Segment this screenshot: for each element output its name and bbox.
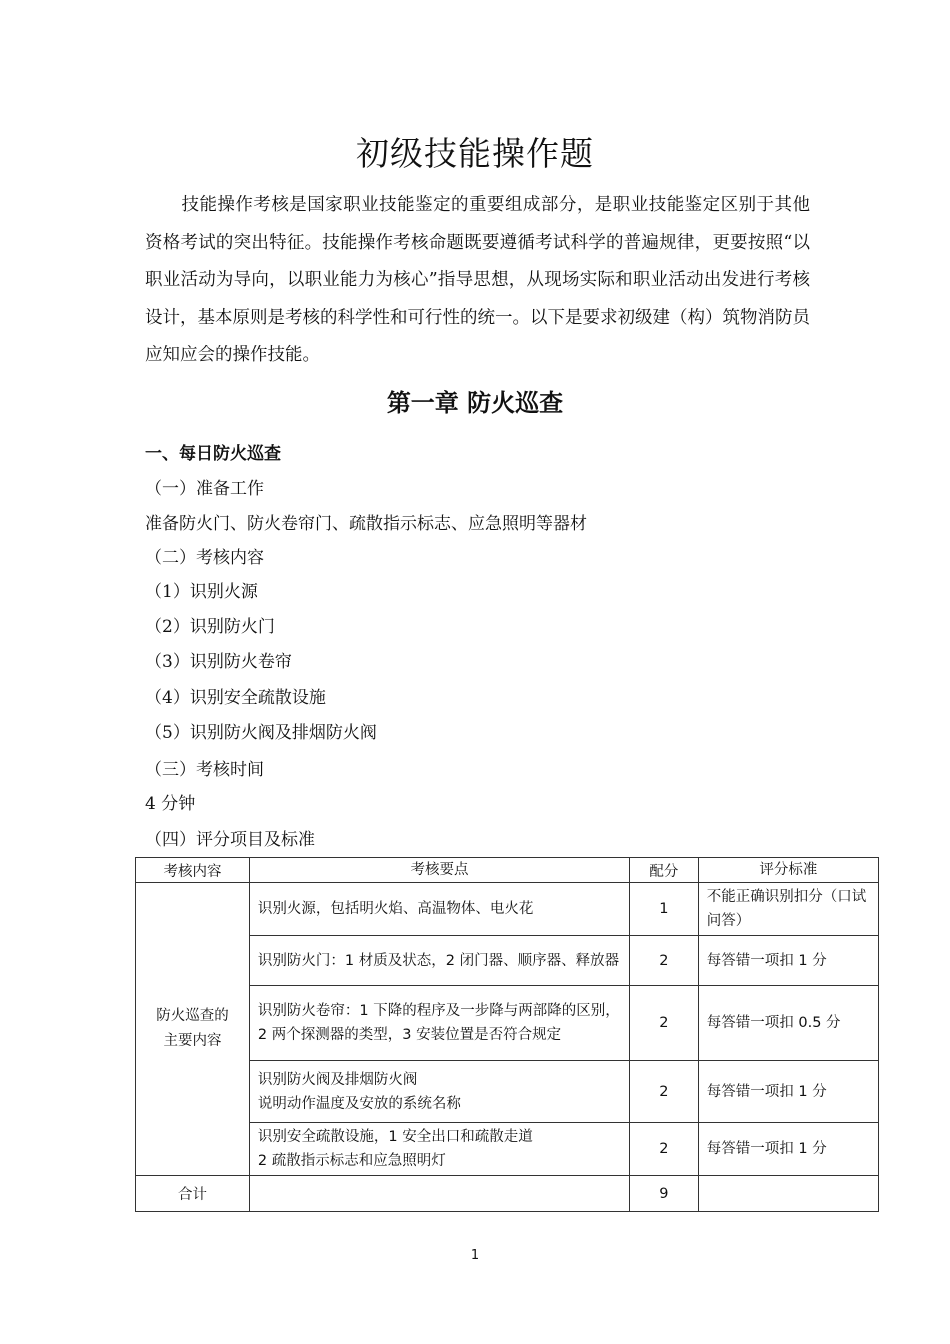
page-number: 1 <box>470 1248 480 1263</box>
subsection-time: （三）考核时间 <box>145 760 264 780</box>
header-cell: 配分 <box>629 858 698 883</box>
list-item: （5）识别防火阀及排烟防火阀 <box>145 723 377 743</box>
total-score: 9 <box>629 1176 698 1212</box>
table-cell: 1 <box>629 883 698 936</box>
list-item: （2）识别防火门 <box>145 617 275 637</box>
table-cell: 识别防火卷帘：1 下降的程序及一步降与两部降的区别，2 两个探测器的类型，3 安装位置是否符合规定 <box>249 986 629 1061</box>
chapter-heading: 第一章 防火巡查 <box>386 389 564 417</box>
cell-line: 识别防火阀及排烟防火阀 <box>257 1071 418 1088</box>
intro-text: 技能操作考核是国家职业技能鉴定的重要组成部分，是职业技能鉴定区别于其他资格考试的突出特征。技能操作考核命题既要遵循考试科学的普遍规律，更要按照“以职业活动为导向，以职业能力为核心”指导思想，从现场实际和职业活动出发进行考核设计，基本原则是考核的科学性和可行性的统一。以下是要求初级建（构）筑物消防员应知应会的操作技能。 <box>145 195 810 365</box>
table-cell: 识别防火门：1 材质及状态，2 闭门器、顺序器、释放器 <box>249 936 629 986</box>
list-item: （1）识别火源 <box>145 582 258 602</box>
table-header-row <box>136 858 879 883</box>
total-label: 合计 <box>136 1176 250 1212</box>
table-row <box>136 883 879 936</box>
header-cell: 评分标准 <box>698 858 878 883</box>
table-cell: 2 <box>629 1061 698 1123</box>
cell-line: 2 疏散指示标志和应急照明灯 <box>257 1153 446 1169</box>
list-item: （4）识别安全疏散设施 <box>145 688 326 708</box>
subsection-scoring: （四）评分项目及标准 <box>145 830 315 850</box>
table-cell: 每答错一项扣 0.5 分 <box>698 986 878 1061</box>
header-cell: 考核内容 <box>136 858 250 883</box>
table-cell <box>698 1176 878 1212</box>
prep-text: 准备防火门、防火卷帘门、疏散指示标志、应急照明等器材 <box>145 514 587 534</box>
table-cell: 每答错一项扣 1 分 <box>698 1123 878 1176</box>
section-heading: 一、每日防火巡查 <box>145 444 281 464</box>
table-cell: 每答错一项扣 1 分 <box>698 936 878 986</box>
group-label: 防火巡查的主要内容 <box>156 1008 229 1049</box>
table-cell <box>249 1123 629 1176</box>
table-cell: 2 <box>629 936 698 986</box>
table-total-row <box>136 1176 879 1212</box>
scoring-table <box>135 857 879 1212</box>
subsection-content: （二）考核内容 <box>145 548 264 568</box>
intro-paragraph <box>145 187 810 375</box>
table-cell: 2 <box>629 986 698 1061</box>
table-cell <box>249 1176 629 1212</box>
page-title: 初级技能操作题 <box>356 134 594 173</box>
table-cell <box>249 1061 629 1123</box>
header-cell: 考核要点 <box>249 858 629 883</box>
cell-line: 识别安全疏散设施，1 安全出口和疏散走道 <box>257 1129 533 1145</box>
group-label-cell <box>136 883 250 1176</box>
list-item: （3）识别防火卷帘 <box>145 652 292 672</box>
table-cell: 每答错一项扣 1 分 <box>698 1061 878 1123</box>
table-cell: 不能正确识别扣分（口试问答） <box>698 883 878 936</box>
table-cell: 2 <box>629 1123 698 1176</box>
table-cell: 识别火源，包括明火焰、高温物体、电火花 <box>249 883 629 936</box>
cell-line: 说明动作温度及安放的系统名称 <box>257 1095 461 1112</box>
subsection-prep: （一）准备工作 <box>145 479 264 499</box>
time-text: 4 分钟 <box>145 794 196 814</box>
